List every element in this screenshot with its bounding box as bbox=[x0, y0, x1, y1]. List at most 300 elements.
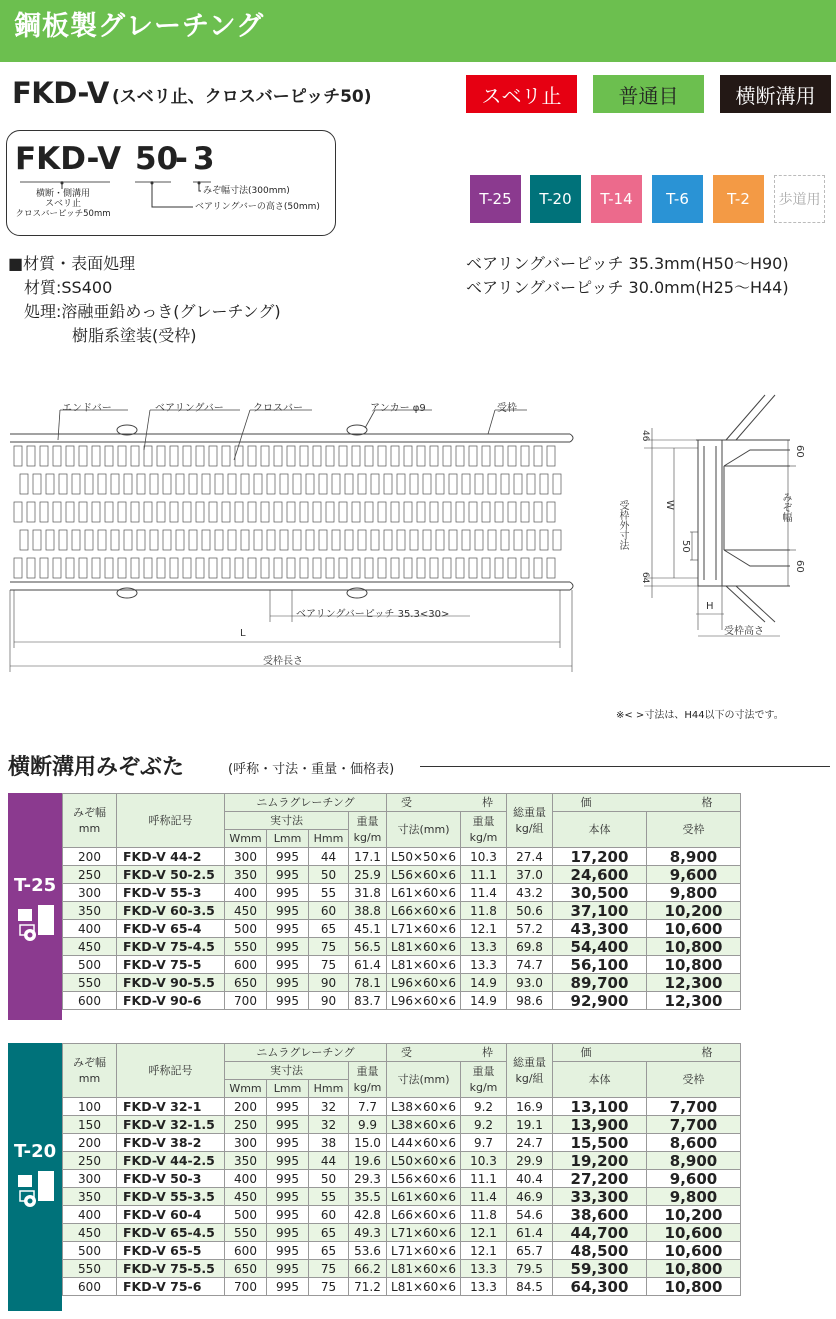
code-label-line2: スベリ止 bbox=[44, 199, 81, 209]
table-cell: 60 bbox=[309, 902, 349, 920]
table-cell: 37.0 bbox=[507, 866, 553, 884]
grating-cell bbox=[215, 530, 223, 550]
dim-frame-outer: 受枠外寸法 bbox=[617, 500, 628, 550]
table-cell: 19.1 bbox=[507, 1116, 553, 1134]
table-cell: 45.1 bbox=[349, 920, 387, 938]
table-cell: 500 bbox=[225, 1206, 267, 1224]
grating-cell bbox=[352, 446, 360, 466]
table-cell: L56×60×6 bbox=[387, 866, 461, 884]
table-cell: 10,800 bbox=[647, 1260, 741, 1278]
table-cell: 13.3 bbox=[461, 1278, 507, 1296]
grating-cell bbox=[248, 558, 256, 578]
table-cell: 650 bbox=[225, 974, 267, 992]
table-cell: 46.9 bbox=[507, 1188, 553, 1206]
grating-cell bbox=[449, 530, 457, 550]
table-cell: 17,200 bbox=[553, 848, 647, 866]
grating-cell bbox=[365, 446, 373, 466]
grating-cell bbox=[339, 502, 347, 522]
hdr-code: 呼称記号 bbox=[117, 1044, 225, 1098]
table-cell: 450 bbox=[225, 902, 267, 920]
grating-cell bbox=[27, 446, 35, 466]
grating-cell bbox=[313, 502, 321, 522]
grating-cell bbox=[92, 558, 100, 578]
table-cell: 66.2 bbox=[349, 1260, 387, 1278]
label-end-bar: エンドバー bbox=[62, 403, 112, 414]
table-cell: FKD-V 65-5 bbox=[117, 1242, 225, 1260]
grating-cell bbox=[371, 530, 379, 550]
grating-cell bbox=[157, 558, 165, 578]
grating-cell bbox=[391, 502, 399, 522]
table-cell: 11.4 bbox=[461, 1188, 507, 1206]
hdr-frame-weight: 重量 kg/m bbox=[461, 1062, 507, 1098]
grating-cell bbox=[59, 474, 67, 494]
table-row bbox=[63, 1206, 741, 1224]
table-cell: 9,800 bbox=[647, 884, 741, 902]
grating-cell bbox=[189, 474, 197, 494]
table-row bbox=[63, 1260, 741, 1278]
grating-cell bbox=[384, 474, 392, 494]
table-cell: 995 bbox=[267, 848, 309, 866]
grating-cell bbox=[521, 558, 529, 578]
grating-cell bbox=[319, 530, 327, 550]
truck-icon bbox=[16, 903, 56, 943]
table-cell: 700 bbox=[225, 992, 267, 1010]
table-row bbox=[63, 902, 741, 920]
grating-cell bbox=[274, 446, 282, 466]
table-cell: 9,600 bbox=[647, 866, 741, 884]
table-cell: 75 bbox=[309, 938, 349, 956]
table-cell: L71×60×6 bbox=[387, 1242, 461, 1260]
grating-cell bbox=[53, 446, 61, 466]
table-cell: 53.6 bbox=[349, 1242, 387, 1260]
grating-cell bbox=[326, 446, 334, 466]
table-cell: 600 bbox=[225, 1242, 267, 1260]
table-cell: 995 bbox=[267, 920, 309, 938]
table-cell: 350 bbox=[63, 902, 117, 920]
grating-cell bbox=[66, 446, 74, 466]
table-cell: 550 bbox=[225, 938, 267, 956]
grating-cell bbox=[196, 446, 204, 466]
table-cell: FKD-V 75-5.5 bbox=[117, 1260, 225, 1278]
table-cell: 350 bbox=[225, 866, 267, 884]
table-cell: FKD-V 60-3.5 bbox=[117, 902, 225, 920]
grating-cell bbox=[27, 558, 35, 578]
grating-cell bbox=[436, 474, 444, 494]
grating-cell bbox=[189, 530, 197, 550]
table-cell: 14.9 bbox=[461, 974, 507, 992]
dim-H: H bbox=[706, 601, 714, 612]
table-cell: 29.9 bbox=[507, 1152, 553, 1170]
grating-cell bbox=[183, 502, 191, 522]
grating-grid bbox=[14, 446, 561, 578]
hdr-frame-price: 受枠 bbox=[647, 812, 741, 848]
process-line1: 処理:溶融亜鉛めっき(グレーチング) bbox=[24, 302, 281, 321]
material-line: 材質:SS400 bbox=[24, 278, 113, 297]
grating-cell bbox=[417, 446, 425, 466]
table-cell: 9,600 bbox=[647, 1170, 741, 1188]
table-cell: 98.6 bbox=[507, 992, 553, 1010]
grating-cell bbox=[98, 474, 106, 494]
hdr-total: 総重量 kg/組 bbox=[507, 794, 553, 848]
table-cell: FKD-V 75-6 bbox=[117, 1278, 225, 1296]
grating-cell bbox=[14, 558, 22, 578]
table-cell: 90 bbox=[309, 992, 349, 1010]
code-label-width: みぞ幅寸法(300mm) bbox=[203, 186, 290, 196]
grating-cell bbox=[254, 530, 262, 550]
grating-cell bbox=[482, 502, 490, 522]
grating-cell bbox=[358, 474, 366, 494]
dim-64: 64 bbox=[640, 572, 650, 584]
table-cell: 995 bbox=[267, 1206, 309, 1224]
table-cell: FKD-V 75-4.5 bbox=[117, 938, 225, 956]
table-cell: 550 bbox=[63, 1260, 117, 1278]
hdr-code: 呼称記号 bbox=[117, 794, 225, 848]
table-cell: 200 bbox=[63, 1134, 117, 1152]
grating-cell bbox=[150, 474, 158, 494]
hdr-weight: 重量 kg/m bbox=[349, 812, 387, 848]
table-cell: L71×60×6 bbox=[387, 920, 461, 938]
grating-cell bbox=[521, 502, 529, 522]
table-cell: 9.2 bbox=[461, 1098, 507, 1116]
table-cell: 44 bbox=[309, 848, 349, 866]
grating-cell bbox=[274, 502, 282, 522]
table-cell: 150 bbox=[63, 1116, 117, 1134]
side-t20 bbox=[8, 1043, 62, 1311]
table-cell: 61.4 bbox=[507, 1224, 553, 1242]
table-cell: 49.3 bbox=[349, 1224, 387, 1242]
table-cell: 10,600 bbox=[647, 1242, 741, 1260]
grating-cell bbox=[66, 502, 74, 522]
table-cell: 44 bbox=[309, 1152, 349, 1170]
table-cell: 30,500 bbox=[553, 884, 647, 902]
table-cell: 11.8 bbox=[461, 1206, 507, 1224]
table-row bbox=[63, 1098, 741, 1116]
grating-cell bbox=[456, 446, 464, 466]
table-row bbox=[63, 956, 741, 974]
grating-cell bbox=[163, 474, 171, 494]
grating-cell bbox=[14, 502, 22, 522]
table-cell: 11.1 bbox=[461, 866, 507, 884]
grating-cell bbox=[501, 474, 509, 494]
grating-cell bbox=[170, 558, 178, 578]
table-cell: 13.3 bbox=[461, 938, 507, 956]
grating-cell bbox=[40, 502, 48, 522]
grating-cell bbox=[306, 474, 314, 494]
grating-cell bbox=[157, 446, 165, 466]
grating-cell bbox=[163, 530, 171, 550]
grating-cell bbox=[20, 530, 28, 550]
load-class-t14: T-14 bbox=[591, 175, 642, 223]
code-width: 3 bbox=[193, 141, 215, 177]
grating-cell bbox=[469, 446, 477, 466]
table-cell: 995 bbox=[267, 866, 309, 884]
table-cell: FKD-V 55-3.5 bbox=[117, 1188, 225, 1206]
grating-cell bbox=[170, 502, 178, 522]
grating-cell bbox=[280, 474, 288, 494]
table-cell: 7.7 bbox=[349, 1098, 387, 1116]
section-rule bbox=[420, 766, 830, 767]
material-heading: ■材質・表面処理 bbox=[8, 254, 136, 273]
table-cell: 11.4 bbox=[461, 884, 507, 902]
table-cell: L81×60×6 bbox=[387, 1260, 461, 1278]
table-row bbox=[63, 974, 741, 992]
grating-cell bbox=[176, 474, 184, 494]
table-cell: 500 bbox=[63, 1242, 117, 1260]
table-cell: 61.4 bbox=[349, 956, 387, 974]
table-cell: 9.2 bbox=[461, 1116, 507, 1134]
table-cell: 11.8 bbox=[461, 902, 507, 920]
table-cell: 995 bbox=[267, 1152, 309, 1170]
table-cell: 350 bbox=[225, 1152, 267, 1170]
grating-cell bbox=[326, 502, 334, 522]
table-cell: 10,600 bbox=[647, 920, 741, 938]
grating-cell bbox=[358, 530, 366, 550]
table-cell: L50×50×6 bbox=[387, 848, 461, 866]
table-row bbox=[63, 884, 741, 902]
table-cell: 995 bbox=[267, 1278, 309, 1296]
grating-cell bbox=[235, 446, 243, 466]
grating-cell bbox=[547, 502, 555, 522]
table-cell: 10,800 bbox=[647, 1278, 741, 1296]
table-cell: 24.7 bbox=[507, 1134, 553, 1152]
table-cell: L56×60×6 bbox=[387, 1170, 461, 1188]
load-class-t20: T-20 bbox=[530, 175, 581, 223]
grating-cell bbox=[92, 446, 100, 466]
label-anchor: アンカー φ9 bbox=[370, 403, 426, 414]
truck-icon bbox=[16, 1169, 56, 1209]
grating-cell bbox=[72, 474, 80, 494]
grating-cell bbox=[150, 530, 158, 550]
grating-cell bbox=[508, 446, 516, 466]
grating-cell bbox=[430, 558, 438, 578]
table-cell: 92,900 bbox=[553, 992, 647, 1010]
table-cell: 35.5 bbox=[349, 1188, 387, 1206]
table-cell: 37,100 bbox=[553, 902, 647, 920]
table-cell: L66×60×6 bbox=[387, 1206, 461, 1224]
grating-cell bbox=[378, 502, 386, 522]
table-cell: 16.9 bbox=[507, 1098, 553, 1116]
grating-cell bbox=[404, 502, 412, 522]
grating-cell bbox=[118, 446, 126, 466]
table-row bbox=[63, 920, 741, 938]
table-cell: 13,100 bbox=[553, 1098, 647, 1116]
grating-cell bbox=[287, 558, 295, 578]
table-cell: 11.1 bbox=[461, 1170, 507, 1188]
grating-cell bbox=[124, 530, 132, 550]
table-cell: 995 bbox=[267, 992, 309, 1010]
grating-cell bbox=[92, 502, 100, 522]
grating-cell bbox=[287, 502, 295, 522]
table-cell: 450 bbox=[63, 1224, 117, 1242]
table-cell: 300 bbox=[225, 848, 267, 866]
grating-cell bbox=[553, 530, 561, 550]
grating-cell bbox=[378, 558, 386, 578]
grating-cell bbox=[248, 502, 256, 522]
grating-cell bbox=[488, 530, 496, 550]
grating-cell bbox=[495, 446, 503, 466]
table-cell: 400 bbox=[63, 1206, 117, 1224]
grating-cell bbox=[501, 530, 509, 550]
table-row bbox=[63, 1188, 741, 1206]
table-cell: 10,200 bbox=[647, 1206, 741, 1224]
grating-cell bbox=[527, 474, 535, 494]
table-cell: 38.8 bbox=[349, 902, 387, 920]
table-cell: 74.7 bbox=[507, 956, 553, 974]
grating-cell bbox=[319, 474, 327, 494]
table-cell: 17.1 bbox=[349, 848, 387, 866]
grating-cell bbox=[313, 446, 321, 466]
load-class-sidewalk: 歩道用 bbox=[774, 175, 825, 223]
grating-cell bbox=[183, 446, 191, 466]
table-cell: 89,700 bbox=[553, 974, 647, 992]
table-cell: 65 bbox=[309, 1242, 349, 1260]
table-cell: 56.5 bbox=[349, 938, 387, 956]
table-cell: 10,600 bbox=[647, 1224, 741, 1242]
label-cross-bar: クロスバー bbox=[253, 403, 303, 414]
table-cell: 15.0 bbox=[349, 1134, 387, 1152]
table-cell: 13.3 bbox=[461, 956, 507, 974]
table-cell: 550 bbox=[63, 974, 117, 992]
dim-frame-height: 受枠高さ bbox=[724, 626, 764, 637]
load-class-t6: T-6 bbox=[652, 175, 703, 223]
table-cell: FKD-V 90-5.5 bbox=[117, 974, 225, 992]
grating-cell bbox=[144, 502, 152, 522]
grating-cell bbox=[176, 530, 184, 550]
grating-cell bbox=[482, 446, 490, 466]
table-cell: 995 bbox=[267, 956, 309, 974]
table-cell: 995 bbox=[267, 1098, 309, 1116]
table-cell: 300 bbox=[63, 1170, 117, 1188]
grating-cell bbox=[313, 558, 321, 578]
table-cell: 400 bbox=[225, 1170, 267, 1188]
table-cell: 84.5 bbox=[507, 1278, 553, 1296]
grating-cell bbox=[443, 558, 451, 578]
table-cell: 31.8 bbox=[349, 884, 387, 902]
code-label-height: ベアリングバーの高さ(50mm) bbox=[195, 202, 320, 212]
grating-cell bbox=[462, 474, 470, 494]
table-cell: L96×60×6 bbox=[387, 992, 461, 1010]
grating-cell bbox=[306, 530, 314, 550]
table-cell: FKD-V 44-2 bbox=[117, 848, 225, 866]
table-cell: 12.1 bbox=[461, 1242, 507, 1260]
grating-cell bbox=[105, 502, 113, 522]
dim-46: 46 bbox=[640, 430, 650, 442]
grating-cell bbox=[274, 558, 282, 578]
table-cell: L71×60×6 bbox=[387, 1224, 461, 1242]
hdr-hmm: Hmm bbox=[309, 1080, 349, 1098]
table-cell: 250 bbox=[225, 1116, 267, 1134]
grating-cell bbox=[339, 446, 347, 466]
hdr-frame-weight: 重量 kg/m bbox=[461, 812, 507, 848]
grating-cell bbox=[475, 530, 483, 550]
grating-cell bbox=[397, 474, 405, 494]
table-cell: 32 bbox=[309, 1116, 349, 1134]
hdr-body: 本体 bbox=[553, 812, 647, 848]
hdr-hmm: Hmm bbox=[309, 830, 349, 848]
grating-cell bbox=[261, 558, 269, 578]
grating-cell bbox=[85, 530, 93, 550]
grating-cell bbox=[475, 474, 483, 494]
table-cell: 400 bbox=[63, 920, 117, 938]
grating-cell bbox=[228, 530, 236, 550]
grating-cell bbox=[215, 474, 223, 494]
grating-cell bbox=[118, 558, 126, 578]
grating-cell bbox=[131, 558, 139, 578]
table-row bbox=[63, 1152, 741, 1170]
table-cell: 71.2 bbox=[349, 1278, 387, 1296]
code-label-line3: クロスバーピッチ50mm bbox=[15, 209, 111, 219]
label-frame: 受枠 bbox=[497, 403, 517, 414]
grating-cell bbox=[365, 502, 373, 522]
table-cell: 350 bbox=[63, 1188, 117, 1206]
table-cell: 29.3 bbox=[349, 1170, 387, 1188]
grating-cell bbox=[430, 502, 438, 522]
table-cell: FKD-V 38-2 bbox=[117, 1134, 225, 1152]
table-cell: 12.1 bbox=[461, 920, 507, 938]
table-cell: 9.9 bbox=[349, 1116, 387, 1134]
table-row bbox=[63, 1134, 741, 1152]
table-cell: 65.7 bbox=[507, 1242, 553, 1260]
table-cell: 12,300 bbox=[647, 974, 741, 992]
table-cell: 40.4 bbox=[507, 1170, 553, 1188]
table-cell: 59,300 bbox=[553, 1260, 647, 1278]
table-cell: L44×60×6 bbox=[387, 1134, 461, 1152]
page-banner bbox=[0, 0, 836, 62]
grating-cell bbox=[521, 446, 529, 466]
grating-cell bbox=[345, 530, 353, 550]
label-L: L bbox=[240, 628, 246, 639]
grating-cell bbox=[495, 558, 503, 578]
grating-cell bbox=[209, 446, 217, 466]
table-cell: 83.7 bbox=[349, 992, 387, 1010]
table-cell: L38×60×6 bbox=[387, 1116, 461, 1134]
grating-cell bbox=[391, 446, 399, 466]
grating-cell bbox=[53, 558, 61, 578]
code-height: 50 bbox=[135, 141, 179, 177]
table-row bbox=[63, 866, 741, 884]
table-cell: 995 bbox=[267, 1188, 309, 1206]
hdr-dims: 寸法(mm) bbox=[387, 812, 461, 848]
table-cell: 65 bbox=[309, 1224, 349, 1242]
grating-cell bbox=[378, 446, 386, 466]
grating-cell bbox=[111, 474, 119, 494]
grating-cell bbox=[540, 530, 548, 550]
grating-cell bbox=[345, 474, 353, 494]
table-cell: 43.2 bbox=[507, 884, 553, 902]
grating-cell bbox=[287, 446, 295, 466]
table-cell: 48,500 bbox=[553, 1242, 647, 1260]
table-cell: L81×60×6 bbox=[387, 1278, 461, 1296]
grating-cell bbox=[137, 530, 145, 550]
table-row bbox=[63, 1116, 741, 1134]
grating-cell bbox=[404, 558, 412, 578]
grating-cell bbox=[293, 530, 301, 550]
table-cell: 55 bbox=[309, 884, 349, 902]
table-cell: 12.1 bbox=[461, 1224, 507, 1242]
table-cell: FKD-V 65-4 bbox=[117, 920, 225, 938]
table-cell: L66×60×6 bbox=[387, 902, 461, 920]
grating-cell bbox=[326, 558, 334, 578]
grating-cell bbox=[202, 530, 210, 550]
grating-cell bbox=[40, 446, 48, 466]
grating-cell bbox=[183, 558, 191, 578]
table-cell: 450 bbox=[63, 938, 117, 956]
table-cell: 995 bbox=[267, 1116, 309, 1134]
table-cell: 75 bbox=[309, 1260, 349, 1278]
grating-cell bbox=[137, 474, 145, 494]
grating-cell bbox=[66, 558, 74, 578]
table-cell: L96×60×6 bbox=[387, 974, 461, 992]
